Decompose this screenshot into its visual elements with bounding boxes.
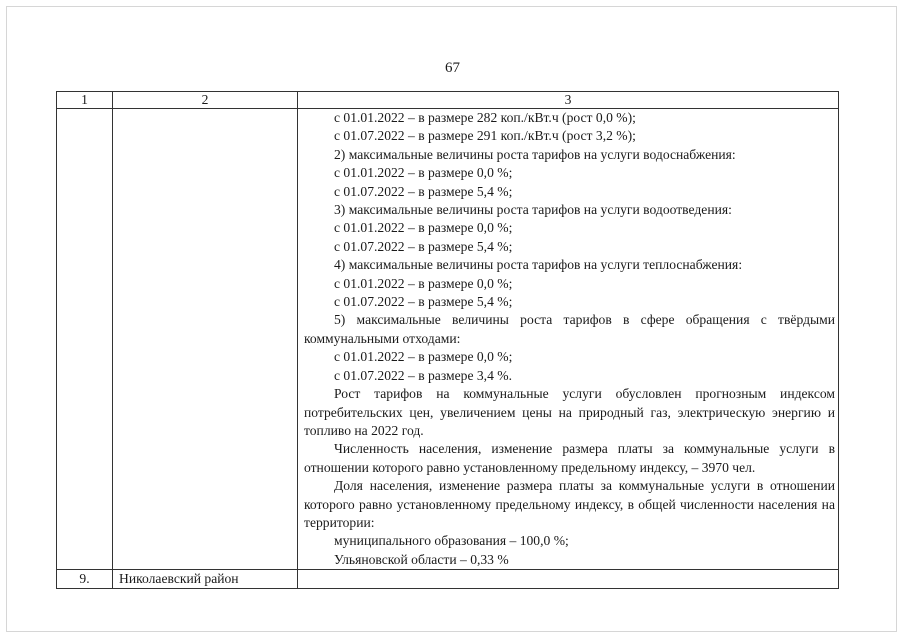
table-row-continuation	[57, 109, 839, 570]
text-paragraph: 5) максимальные величины роста тарифов в сфере обращения с твёрдыми коммунальными отходами:	[304, 312, 835, 346]
row-content	[298, 570, 839, 589]
header-col-3: 3	[298, 92, 839, 109]
text-line: с 01.07.2022 – в размере 291 коп./кВт.ч (рост 3,2 %);	[334, 128, 636, 144]
text-paragraph: Рост тарифов на коммунальные услуги обусловлен прогнозным индексом потребительских цен, увеличением цены на природный газ, электрическую энергию и топливо на 2022 год.	[304, 386, 835, 438]
text-line: 3) максимальные величины роста тарифов на услуги водоотведения:	[334, 202, 732, 218]
table-row-9	[57, 570, 839, 589]
text-line: с 01.01.2022 – в размере 0,0 %;	[334, 165, 513, 181]
text-line: с 01.01.2022 – в размере 0,0 %;	[334, 220, 513, 236]
text-line: с 01.07.2022 – в размере 5,4 %;	[334, 183, 513, 199]
header-col-1: 1	[57, 92, 113, 109]
text-paragraph: Доля населения, изменение размера платы за коммунальные услуги в отношении которого равно установленному предельному индексу, в общей численности населения на территории:	[304, 478, 835, 530]
text-line: муниципального образования – 100,0 %;	[334, 533, 569, 549]
text-line: с 01.01.2022 – в размере 0,0 %;	[334, 349, 513, 365]
text-line: с 01.01.2022 – в размере 0,0 %;	[334, 275, 513, 291]
content-cell	[298, 109, 839, 570]
empty-name-cell	[113, 109, 298, 570]
text-line: с 01.07.2022 – в размере 5,4 %;	[334, 238, 513, 254]
page-number: 67	[445, 60, 460, 76]
header-col-2: 2	[113, 92, 298, 109]
tariff-table	[56, 91, 839, 589]
text-line: Ульяновской области – 0,33 %	[334, 551, 509, 567]
text-line: с 01.01.2022 – в размере 282 коп./кВт.ч (рост 0,0 %);	[334, 110, 636, 125]
text-line: с 01.07.2022 – в размере 5,4 %;	[334, 294, 513, 310]
text-line: 2) максимальные величины роста тарифов на услуги водоснабжения:	[334, 146, 736, 162]
text-paragraph: Численность населения, изменение размера платы за коммунальные услуги в отношении которого равно установленному предельному индексу, – 3970 чел.	[304, 441, 835, 475]
empty-number-cell	[57, 109, 113, 570]
table-header-row	[57, 92, 839, 109]
text-line: 4) максимальные величины роста тарифов на услуги теплоснабжения:	[334, 257, 743, 273]
row-number: 9.	[57, 570, 113, 589]
district-name: Николаевский район	[113, 570, 298, 589]
text-line: с 01.07.2022 – в размере 3,4 %.	[334, 367, 512, 383]
